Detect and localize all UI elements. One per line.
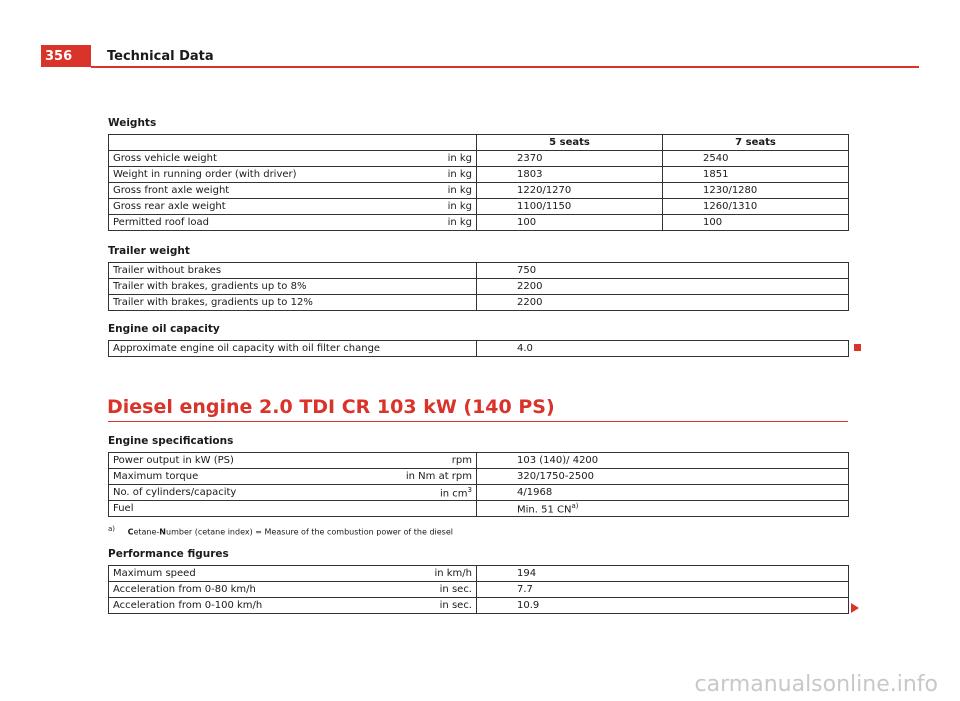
row-value-5: 1803 xyxy=(477,167,663,183)
row-value-7: 100 xyxy=(663,215,849,231)
row-label: Approximate engine oil capacity with oil filter change xyxy=(109,341,477,357)
row-unit: in kg xyxy=(381,215,477,231)
row-unit: in kg xyxy=(381,199,477,215)
row-unit: in kg xyxy=(381,167,477,183)
trailer-table xyxy=(108,262,849,311)
row-value: 2200 xyxy=(477,279,849,295)
table-row xyxy=(109,453,849,469)
value-text: Min. 51 CN xyxy=(517,504,572,516)
table-row xyxy=(109,199,849,215)
diesel-title-rule xyxy=(108,421,848,422)
weights-heading: Weights xyxy=(108,117,157,129)
row-value: 7.7 xyxy=(477,582,849,598)
table-row xyxy=(109,598,849,614)
row-label: Gross vehicle weight xyxy=(109,151,381,167)
table-row xyxy=(109,279,849,295)
row-value: 750 xyxy=(477,263,849,279)
row-value: 4/1968 xyxy=(477,485,849,501)
table-row xyxy=(109,263,849,279)
unit-text: in cm xyxy=(439,488,468,500)
diesel-engine-title: Diesel engine 2.0 TDI CR 103 kW (140 PS) xyxy=(107,396,555,418)
table-row xyxy=(109,295,849,311)
footnote-n-letter: N xyxy=(159,527,166,537)
row-value-7: 1260/1310 xyxy=(663,199,849,215)
performance-heading: Performance figures xyxy=(108,548,229,560)
table-row xyxy=(109,215,849,231)
row-label: Acceleration from 0-100 km/h xyxy=(109,598,381,614)
row-value-5: 2370 xyxy=(477,151,663,167)
row-value-7: 2540 xyxy=(663,151,849,167)
oil-heading: Engine oil capacity xyxy=(108,323,220,335)
watermark: carmanualsonline.info xyxy=(694,672,938,697)
table-row xyxy=(109,151,849,167)
row-value: 320/1750-2500 xyxy=(477,469,849,485)
footnote-text-2: umber (cetane index) = Measure of the combustion power of the diesel xyxy=(166,527,453,537)
table-row xyxy=(109,183,849,199)
row-unit: in sec. xyxy=(381,582,477,598)
page-header xyxy=(0,45,960,69)
table-row xyxy=(109,566,849,582)
row-label: Permitted roof load xyxy=(109,215,381,231)
row-unit xyxy=(381,485,477,501)
weights-col-7-seats: 7 seats xyxy=(663,135,849,151)
footnote-c-letter: C xyxy=(127,527,134,537)
row-label: Maximum torque xyxy=(109,469,381,485)
table-row xyxy=(109,341,849,357)
row-label: Trailer with brakes, gradients up to 12% xyxy=(109,295,477,311)
row-value-5: 1100/1150 xyxy=(477,199,663,215)
unit-superscript: 3 xyxy=(467,485,472,494)
row-unit: in kg xyxy=(381,151,477,167)
table-row xyxy=(109,501,849,517)
trailer-heading: Trailer weight xyxy=(108,245,190,257)
row-label: Maximum speed xyxy=(109,566,381,582)
weights-header-row xyxy=(109,135,849,151)
row-value-5: 1220/1270 xyxy=(477,183,663,199)
oil-table xyxy=(108,340,849,357)
row-value: 2200 xyxy=(477,295,849,311)
performance-table xyxy=(108,565,849,614)
row-value: 10.9 xyxy=(477,598,849,614)
row-label: Gross front axle weight xyxy=(109,183,381,199)
row-unit: in Nm at rpm xyxy=(381,469,477,485)
row-label: No. of cylinders/capacity xyxy=(109,485,381,501)
continue-arrow-icon xyxy=(851,603,859,613)
weights-header-blank xyxy=(109,135,381,151)
engine-specs-table xyxy=(108,452,849,517)
weights-header-blank-unit xyxy=(381,135,477,151)
row-value: 103 (140)/ 4200 xyxy=(477,453,849,469)
engine-specs-heading: Engine specifications xyxy=(108,435,234,447)
row-value: 4.0 xyxy=(477,341,849,357)
header-rule xyxy=(91,66,919,68)
row-label: Gross rear axle weight xyxy=(109,199,381,215)
section-end-square-icon xyxy=(854,344,861,351)
footnote-text-1: etane- xyxy=(133,527,160,537)
row-value-5: 100 xyxy=(477,215,663,231)
header-title: Technical Data xyxy=(107,49,214,64)
weights-col-5-seats: 5 seats xyxy=(477,135,663,151)
row-unit: rpm xyxy=(381,453,477,469)
row-label: Acceleration from 0-80 km/h xyxy=(109,582,381,598)
row-value xyxy=(477,501,849,517)
row-label: Power output in kW (PS) xyxy=(109,453,381,469)
table-row xyxy=(109,582,849,598)
row-unit: in km/h xyxy=(381,566,477,582)
row-value: 194 xyxy=(477,566,849,582)
row-unit: in kg xyxy=(381,183,477,199)
row-unit xyxy=(381,501,477,517)
table-row xyxy=(109,485,849,501)
footnote-ref: a) xyxy=(571,501,579,510)
row-unit: in sec. xyxy=(381,598,477,614)
footnote xyxy=(108,525,453,537)
row-value-7: 1230/1280 xyxy=(663,183,849,199)
row-label: Trailer with brakes, gradients up to 8% xyxy=(109,279,477,295)
page-number: 356 xyxy=(41,45,91,67)
table-row xyxy=(109,469,849,485)
footnote-marker: a) xyxy=(108,525,116,533)
weights-table xyxy=(108,134,849,231)
row-label: Fuel xyxy=(109,501,381,517)
row-label: Weight in running order (with driver) xyxy=(109,167,381,183)
row-label: Trailer without brakes xyxy=(109,263,477,279)
row-value-7: 1851 xyxy=(663,167,849,183)
table-row xyxy=(109,167,849,183)
